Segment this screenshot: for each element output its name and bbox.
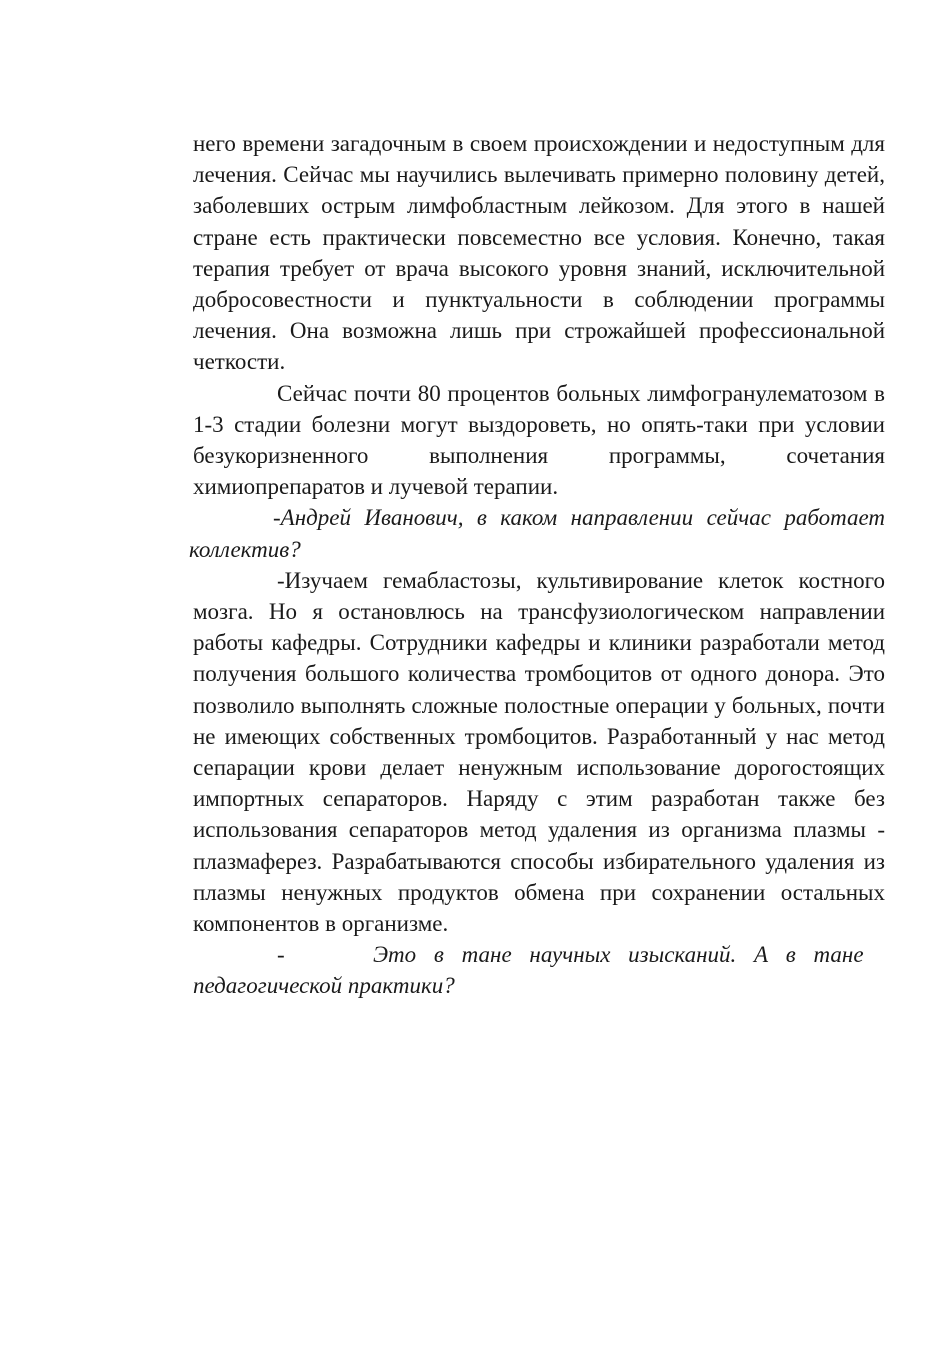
paragraph-3: -Изучаем гемабластозы, культивирование клеток костного мозга. Но я остановлюсь на трансфузиологическом направлении работы кафедры. Сотрудники кафедры и клиники разработали метод получения большого количества тромбоцитов от одного донора. Это позволило выполнять сложные полостные операции у больных, почти не имеющих собственных тромбоцитов. Разработанный у нас метод сепарации крови делает ненужным использование дорогостоящих импортных сепараторов. Наряду с этим разработан также без использования сепараторов метод удаления из организма плазмы - плазмаферез. Разрабатываются способы избирательного удаления из плазмы ненужных продуктов обмена при сохранении остальных компонентов в организме. [193,567,885,937]
question-2-text-line-1: Это в тане научных изысканий. А в тане [373,942,864,968]
paragraph-2: Сейчас почти 80 процентов больных лимфогранулематозом в 1-3 стадии болезни могут выздороветь, но опять-таки при условии безукоризненного выполнения программы, сочетания химиопрепаратов и лучевой терапии. [193,380,885,500]
paragraph-1: него времени загадочным в своем происхождении и недоступным для лечения. Сейчас мы научились вылечивать примерно половину детей, заболевших острым лимфобластным лейкозом. Для этого в нашей стране есть практически повсеместно все условия. Конечно, такая терапия требует от врача высокого уровня знаний, исключительной добросовестности и пунктуальности в соблюдении программы лечения. Она возможна лишь при строжайшей профессиональной четкости. [193,131,885,375]
interview-question-1: -Андрей Иванович, в каком направлении сейчас работает коллектив? [189,505,885,562]
question-dash: - [277,942,285,968]
question-2-line-2: педагогической практики? [193,973,455,999]
interview-question-2 [193,939,949,1001]
question-2-line-1 [193,939,949,970]
document-page [189,128,885,1002]
